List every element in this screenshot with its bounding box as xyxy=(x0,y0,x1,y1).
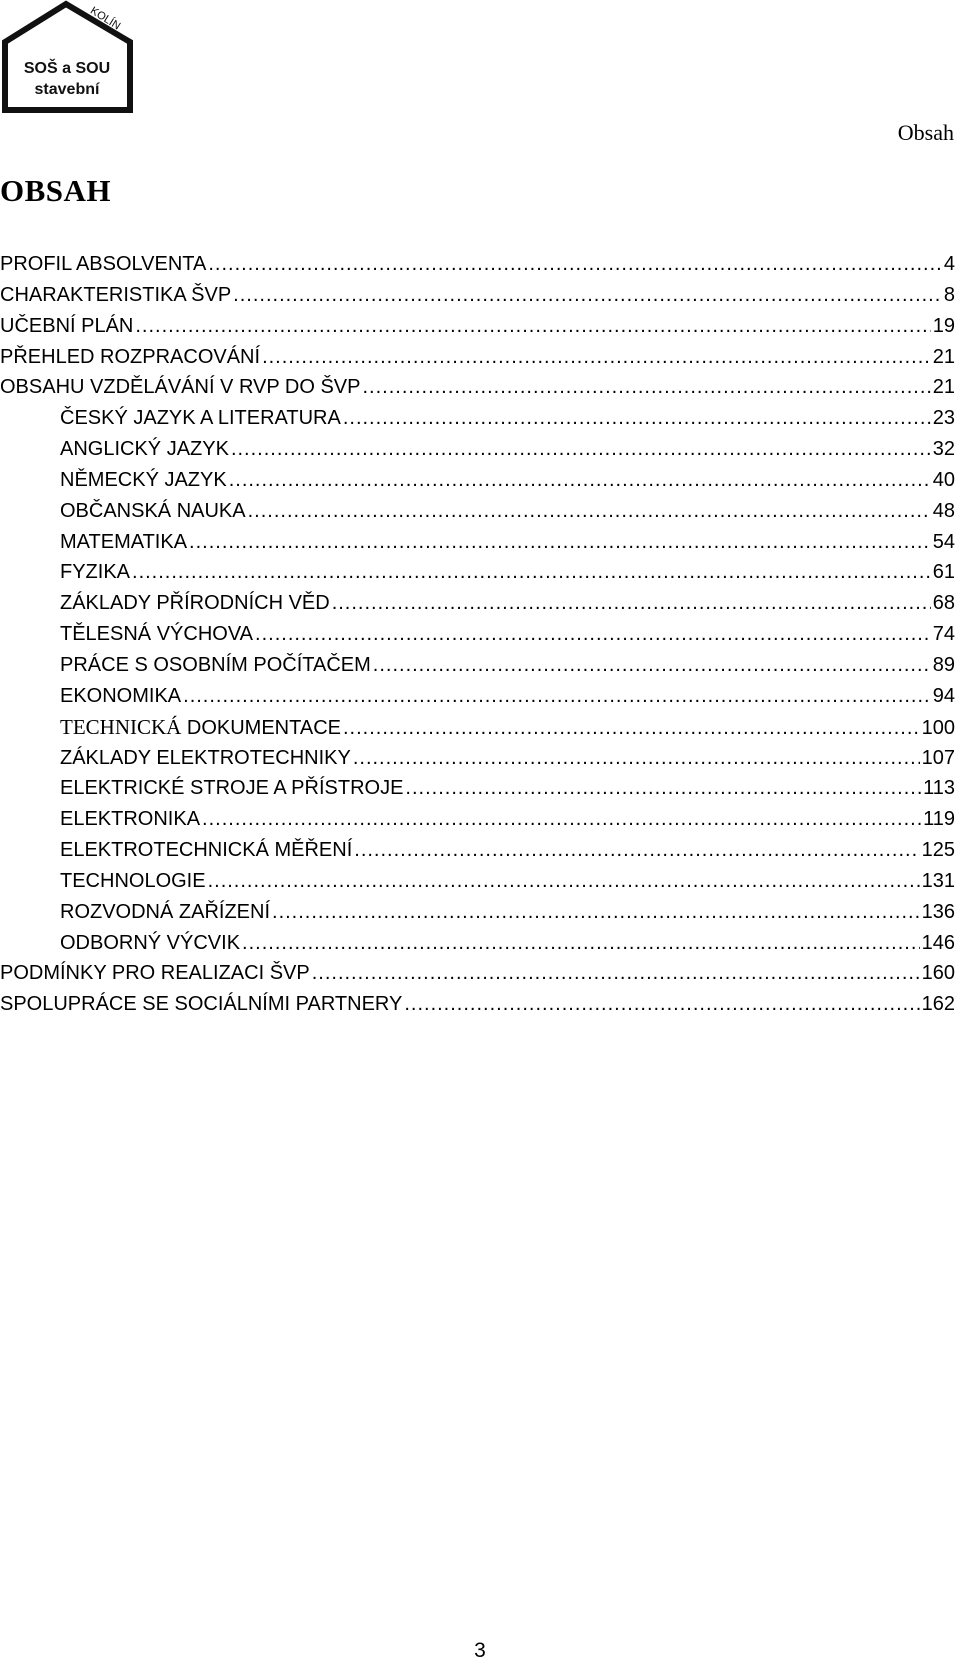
toc-entry-title xyxy=(60,588,330,619)
toc-entry[interactable] xyxy=(0,804,955,835)
toc-entry[interactable] xyxy=(0,403,955,434)
toc-entry-title xyxy=(60,804,200,835)
toc-dot-leader xyxy=(272,897,920,928)
toc-entry[interactable] xyxy=(0,773,955,804)
toc-entry-title-text: PŘEHLED ROZPRACOVÁNÍ xyxy=(0,345,261,368)
toc-entry[interactable] xyxy=(0,465,955,496)
toc-dot-leader xyxy=(343,403,931,434)
toc-entry-title-text: UČEBNÍ PLÁN xyxy=(0,314,134,337)
toc-entry-title-text: ZÁKLADY PŘÍRODNÍCH VĚD xyxy=(60,592,330,615)
school-logo xyxy=(0,0,136,116)
toc-entry-title xyxy=(0,311,133,342)
toc-dot-leader xyxy=(202,804,921,835)
page-title: OBSAH xyxy=(0,173,112,208)
toc-entry[interactable] xyxy=(0,681,955,712)
toc-entry-page: 48 xyxy=(932,499,955,522)
running-header: Obsah xyxy=(897,120,954,145)
toc-entry-title-text: MATEMATIKA xyxy=(60,530,188,553)
toc-entry-page: 32 xyxy=(932,438,955,461)
toc-entry-page: 119 xyxy=(923,808,955,831)
toc-entry-title xyxy=(60,928,240,959)
toc-dot-leader xyxy=(242,928,920,959)
toc-entry-page: 4 xyxy=(943,253,955,275)
logo-line-2: stavební xyxy=(34,81,100,98)
toc-entry-title-text: OBSAHU VZDĚLÁVÁNÍ V RVP DO ŠVP xyxy=(0,376,361,399)
toc-entry[interactable] xyxy=(0,527,955,558)
toc-entry-page: 136 xyxy=(921,900,955,923)
toc-dot-leader xyxy=(132,557,931,588)
toc-entry-page: 113 xyxy=(923,777,955,800)
toc-entry-title xyxy=(60,866,206,897)
page-number: 3 xyxy=(474,1639,486,1662)
toc-entry-title xyxy=(60,465,227,496)
toc-entry-page: 125 xyxy=(921,839,955,862)
toc-entry[interactable] xyxy=(0,835,955,866)
toc-entry-title xyxy=(60,403,341,434)
toc-entry-page: 21 xyxy=(932,376,955,399)
toc-entry-title xyxy=(60,557,130,588)
toc-dot-leader xyxy=(231,434,931,465)
toc-dot-leader xyxy=(183,681,931,712)
toc-dot-leader xyxy=(363,372,931,403)
toc-entry-title-text: PRÁCE S OSOBNÍM POČÍTAČEM xyxy=(60,653,371,676)
toc-entry-title-text: ČESKÝ JAZYK A LITERATURA xyxy=(60,407,341,430)
toc-entry-title xyxy=(0,989,402,1020)
toc-entry-title xyxy=(0,958,310,989)
toc-entry-title xyxy=(60,434,229,465)
toc-entry-title-text: EKONOMIKA xyxy=(60,684,182,707)
logo-city-text: KOLÍN xyxy=(88,4,123,33)
toc-dot-leader xyxy=(208,866,920,897)
toc-entry-title-text: ELEKTRICKÉ STROJE A PŘÍSTROJE xyxy=(60,777,404,800)
toc-dot-leader xyxy=(405,773,921,804)
toc-entry-title-text: ROZVODNÁ ZAŘÍZENÍ xyxy=(60,900,271,923)
toc-entry-page: 107 xyxy=(921,746,955,769)
toc-dot-leader xyxy=(248,496,931,527)
toc-dot-leader xyxy=(233,280,942,311)
toc-entry-title xyxy=(60,619,253,650)
toc-entry-page: 23 xyxy=(932,407,955,430)
toc-entry[interactable] xyxy=(0,989,955,1020)
toc-entry-title-text: ODBORNÝ VÝCVIK xyxy=(60,931,241,954)
toc-entry-title-serif-part: TECHNICKÁ xyxy=(60,714,182,739)
toc-entry-page: 54 xyxy=(932,530,955,553)
toc-entry[interactable] xyxy=(0,249,955,280)
toc-entry-page: 162 xyxy=(921,993,955,1016)
toc-entry-title xyxy=(0,342,260,373)
table-of-contents xyxy=(0,249,955,1020)
toc-entry[interactable] xyxy=(0,280,955,311)
toc-entry-title xyxy=(60,743,351,774)
toc-entry-title-text: SPOLUPRÁCE SE SOCIÁLNÍMI PARTNERY xyxy=(0,993,403,1016)
toc-entry[interactable] xyxy=(0,496,955,527)
toc-entry[interactable] xyxy=(0,434,955,465)
toc-entry-title xyxy=(60,650,371,681)
toc-entry-page: 21 xyxy=(932,345,955,368)
toc-entry[interactable] xyxy=(0,311,955,342)
toc-dot-leader xyxy=(353,743,920,774)
toc-entry-title-text: TĚLESNÁ VÝCHOVA xyxy=(60,623,254,646)
toc-entry-title xyxy=(60,681,181,712)
toc-entry-title xyxy=(60,527,187,558)
toc-dot-leader xyxy=(135,311,930,342)
toc-dot-leader xyxy=(373,650,931,681)
toc-entry-page: 40 xyxy=(932,468,955,491)
toc-entry-title xyxy=(60,835,352,866)
toc-entry-title-text: OBČANSKÁ NAUKA xyxy=(60,499,246,522)
toc-entry-title-text: PODMÍNKY PRO REALIZACI ŠVP xyxy=(0,962,310,985)
toc-dot-leader xyxy=(208,249,942,280)
toc-dot-leader xyxy=(189,527,931,558)
toc-entry-title xyxy=(60,773,403,804)
toc-entry-page: 131 xyxy=(921,869,955,892)
toc-entry-title-text: TECHNOLOGIE xyxy=(60,869,206,892)
toc-entry[interactable] xyxy=(0,619,955,650)
toc-entry[interactable] xyxy=(0,372,955,403)
toc-dot-leader xyxy=(343,713,920,744)
toc-entry-title-text: ELEKTROTECHNICKÁ MĚŘENÍ xyxy=(60,839,353,862)
toc-entry-page: 74 xyxy=(932,623,955,646)
toc-entry[interactable] xyxy=(0,712,955,743)
toc-entry-page: 68 xyxy=(932,592,955,615)
toc-entry-page: 61 xyxy=(932,561,955,584)
toc-entry-title-text: ELEKTRONIKA xyxy=(60,808,201,831)
toc-entry-title xyxy=(0,280,231,311)
toc-dot-leader xyxy=(312,958,920,989)
toc-entry-title xyxy=(60,496,246,527)
toc-entry-page: 146 xyxy=(921,931,955,954)
toc-entry-page: 94 xyxy=(932,684,955,707)
toc-entry-title-text: CHARAKTERISTIKA ŠVP xyxy=(0,283,232,306)
toc-entry-page: 19 xyxy=(932,314,955,337)
toc-entry-title-text: FYZIKA xyxy=(60,561,131,584)
toc-dot-leader xyxy=(332,588,931,619)
toc-entry[interactable] xyxy=(0,866,955,897)
toc-entry-title-text: ANGLICKÝ JAZYK xyxy=(60,438,229,461)
toc-entry[interactable] xyxy=(0,650,955,681)
toc-entry-page: 89 xyxy=(932,653,955,676)
toc-entry-page: 8 xyxy=(943,283,955,306)
toc-dot-leader xyxy=(255,619,931,650)
toc-dot-leader xyxy=(229,465,931,496)
toc-entry-page: 100 xyxy=(921,716,955,739)
toc-entry-title-text: PROFIL ABSOLVENTA xyxy=(0,253,207,275)
toc-entry-title xyxy=(60,712,341,744)
toc-entry[interactable] xyxy=(0,958,955,989)
toc-entry-title xyxy=(60,897,270,928)
toc-entry-page: 160 xyxy=(921,962,955,985)
logo-line-1: SOŠ a SOU xyxy=(23,60,111,77)
toc-entry[interactable] xyxy=(0,743,955,774)
toc-dot-leader xyxy=(262,342,931,373)
toc-entry[interactable] xyxy=(0,588,955,619)
toc-entry-title xyxy=(0,249,206,280)
toc-entry-title-text: DOKUMENTACE xyxy=(186,716,341,739)
toc-entry[interactable] xyxy=(0,897,955,928)
toc-entry-title-text: NĚMECKÝ JAZYK xyxy=(60,468,227,491)
toc-entry-title xyxy=(0,372,361,403)
toc-dot-leader xyxy=(354,835,919,866)
toc-entry[interactable] xyxy=(0,928,955,959)
toc-entry[interactable] xyxy=(0,557,955,588)
toc-entry-title-text: ZÁKLADY ELEKTROTECHNIKY xyxy=(60,746,351,769)
toc-entry[interactable] xyxy=(0,342,955,373)
toc-dot-leader xyxy=(404,989,919,1020)
